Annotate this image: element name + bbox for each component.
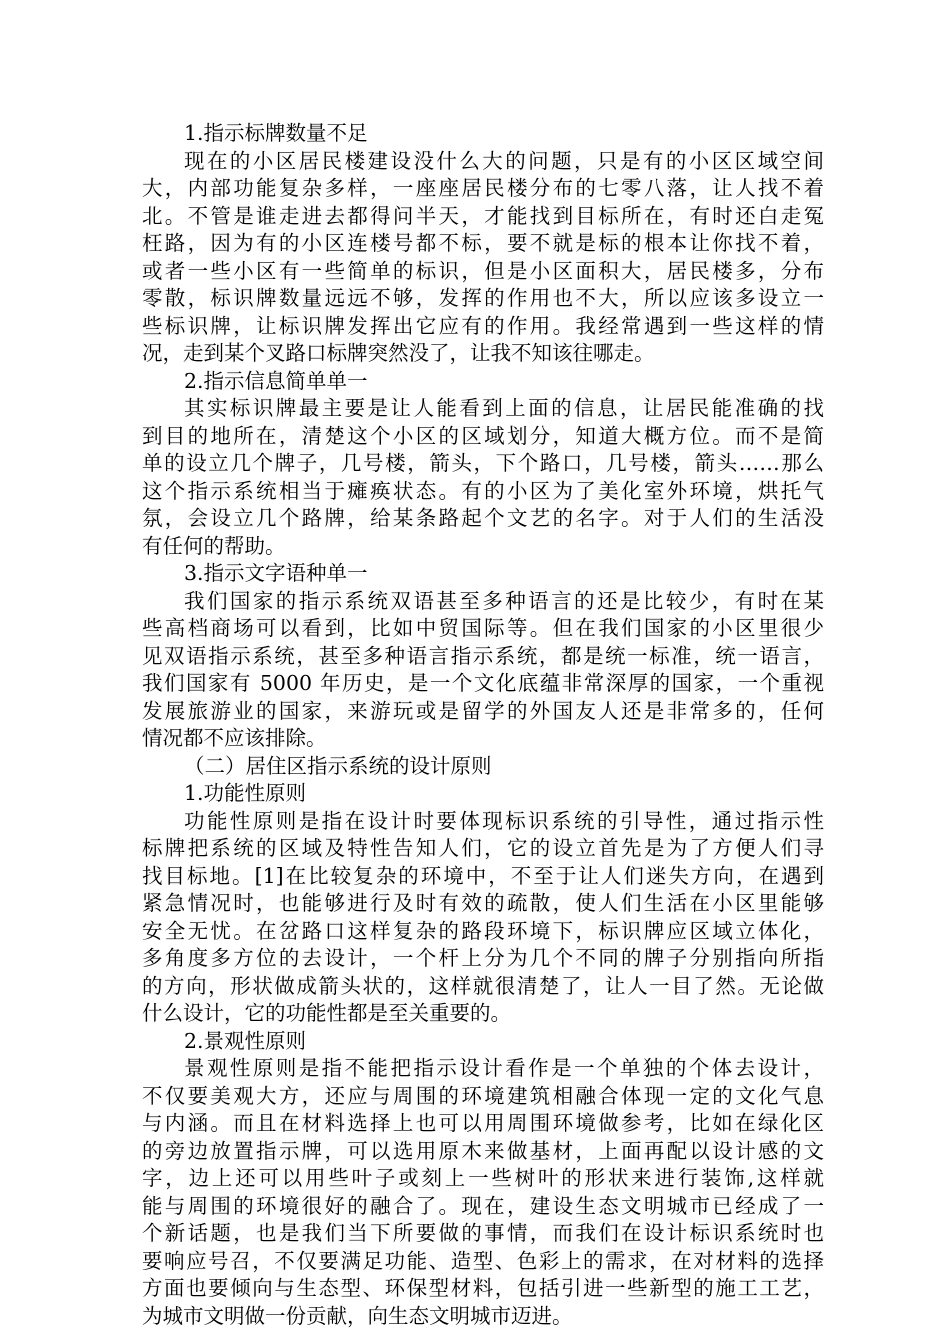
document-page [142,120,824,1330]
paragraph-line: 有任何的帮助。 [142,533,286,558]
paragraph-line: 安全无忧。在岔路口这样复杂的路段环境下，标识牌应区域立体化， [142,918,824,943]
paragraph-line: 况，走到某个叉路口标牌突然没了，让我不知该往哪走。 [142,341,655,365]
paragraph-line: 单的设立几个牌子，几号楼，箭头，下个路口，几号楼，箭头……那么 [142,451,824,475]
paragraph-line: 找目标地。[1]在比较复杂的环境中，不至于让人们迷失方向，在遇到 [142,863,824,888]
paragraph-line: 什么设计，它的功能性都是至关重要的。 [142,1001,511,1025]
paragraph-line: 与内涵。而且在材料选择上也可以用周围环境做参考，比如在绿化区 [142,1111,824,1135]
paragraph-line: 为城市文明做一份贡献，向生态文明城市迈进。 [142,1303,573,1328]
paragraph-line: 多角度多方位的去设计，一个杆上分为几个不同的牌子分别指向所指 [142,946,824,970]
paragraph-line: 现在的小区居民楼建设没什么大的问题，只是有的小区区域空间 [184,148,824,173]
paragraph-line: 枉路，因为有的小区连楼号都不标，要不就是标的根本让你找不着， [142,231,824,255]
section-heading: 1.功能性原则 [184,781,307,805]
paragraph-line: 能与周围的环境很好的融合了。现在，建设生态文明城市已经成了一 [142,1193,824,1218]
section-heading: 3.指示文字语种单一 [184,561,368,585]
paragraph-line: 情况都不应该排除。 [142,726,327,750]
paragraph-line: 要响应号召，不仅要满足功能、造型、色彩上的需求，在对材料的选择 [142,1248,824,1273]
paragraph-line: 北。不管是谁走进去都得问半天，才能找到目标所在，有时还白走冤 [142,203,824,228]
paragraph-line: 些高档商场可以看到，比如中贸国际等。但在我们国家的小区里很少 [142,616,824,640]
paragraph-line: 其实标识牌最主要是让人能看到上面的信息，让居民能准确的找 [184,396,824,420]
section-heading: 1.指示标牌数量不足 [184,121,368,145]
paragraph-line: 氛，会设立几个路牌，给某条路起个文艺的名字。对于人们的生活没 [142,506,824,530]
paragraph-line: 个新话题，也是我们当下所要做的事情，而我们在设计标识系统时也 [142,1221,824,1245]
paragraph-line: 不仅要美观大方，还应与周围的环境建筑相融合体现一定的文化气息 [142,1083,824,1108]
paragraph-line: 见双语指示系统，甚至多种语言指示系统，都是统一标准，统一语言， [142,643,824,668]
paragraph-line: 字，边上还可以用些叶子或刻上一些树叶的形状来进行装饰,这样就 [142,1166,824,1190]
paragraph-line: 功能性原则是指在设计时要体现标识系统的引导性，通过指示性 [184,808,824,833]
paragraph-line: 些标识牌，让标识牌发挥出它应有的作用。我经常遇到一些这样的情 [142,313,824,338]
paragraph-line: 零散，标识牌数量远远不够，发挥的作用也不大，所以应该多设立一 [142,286,824,310]
paragraph-line: 我们国家的指示系统双语甚至多种语言的还是比较少，有时在某 [184,588,824,613]
chapter-heading: （二）居住区指示系统的设计原则 [184,753,492,778]
section-heading: 2.景观性原则 [184,1028,307,1053]
paragraph-line: 我们国家有 5000 年历史，是一个文化底蕴非常深厚的国家，一个重视 [142,671,824,695]
paragraph-line: 发展旅游业的国家，来游玩或是留学的外国友人还是非常多的，任何 [142,698,824,723]
paragraph-line: 大，内部功能复杂多样，一座座居民楼分布的七零八落，让人找不着 [142,176,824,200]
section-heading: 2.指示信息简单单一 [184,368,368,393]
paragraph-line: 紧急情况时，也能够进行及时有效的疏散，使人们生活在小区里能够 [142,891,824,915]
paragraph-line: 到目的地所在，清楚这个小区的区域划分，知道大概方位。而不是简 [142,423,824,448]
paragraph-line: 这个指示系统相当于瘫痪状态。有的小区为了美化室外环境，烘托气 [142,478,824,503]
paragraph-line: 标牌把系统的区域及特性告知人们，它的设立首先是为了方便人们寻 [142,836,824,860]
paragraph-line: 或者一些小区有一些简单的标识，但是小区面积大，居民楼多，分布 [142,258,824,283]
paragraph-line: 的旁边放置指示牌，可以选用原木来做基材，上面再配以设计感的文 [142,1138,824,1163]
paragraph-line: 景观性原则是指不能把指示设计看作是一个单独的个体去设计， [184,1056,824,1080]
paragraph-line: 方面也要倾向与生态型、环保型材料，包括引进一些新型的施工工艺， [142,1276,824,1300]
paragraph-line: 的方向，形状做成箭头状的，这样就很清楚了，让人一目了然。无论做 [142,973,824,998]
